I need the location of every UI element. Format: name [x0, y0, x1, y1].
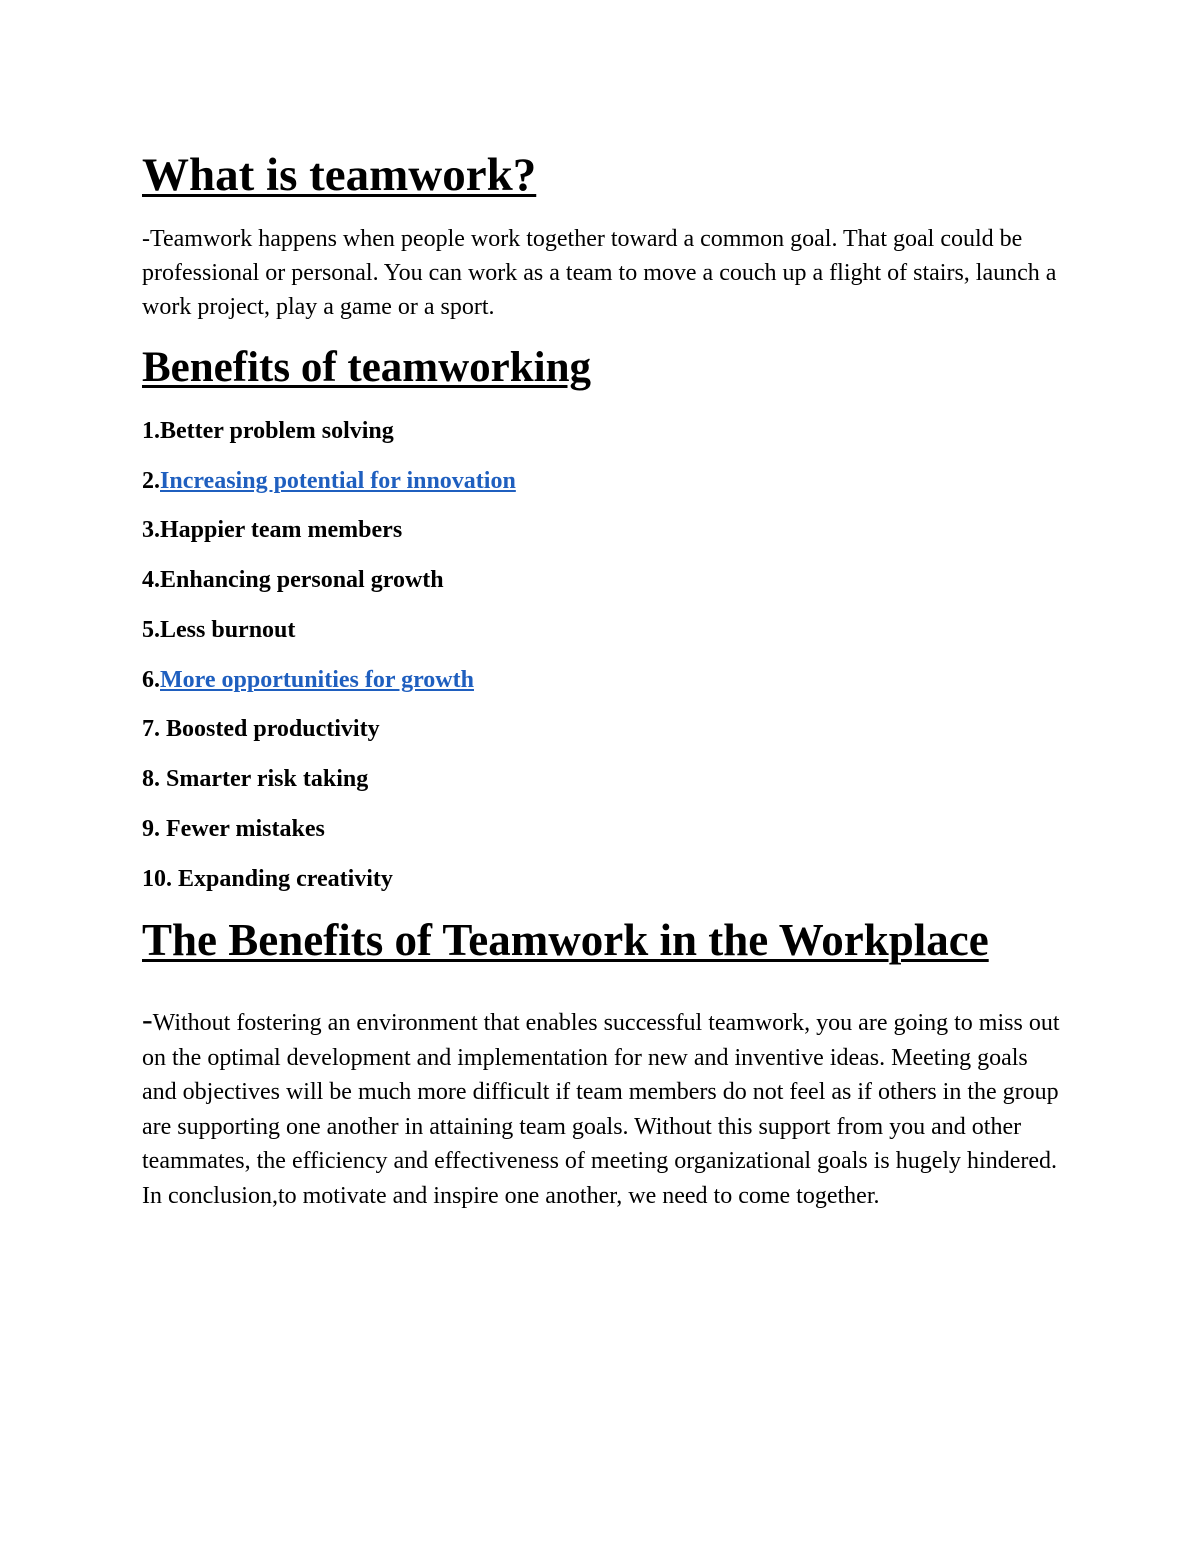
- list-item-text: Expanding creativity: [178, 866, 393, 892]
- list-item-text: Happier team members: [160, 517, 403, 543]
- paragraph-text: Without fostering an environment that enables successful teamwork, you are going to miss out on the optimal development and implementation for new and inventive ideas. Meeting goals and objectives will be much more difficult if team members do not feel as if others in the group are supporting one another in attaining team goals. Without this support from you and other teammates, the efficiency and effectiveness of meeting organizational goals is hugely hindered. In conclusion,to motivate and inspire one another, we need to come together.: [142, 1010, 1060, 1209]
- list-item-number: 6.: [142, 667, 160, 693]
- list-item: [142, 867, 393, 891]
- list-item-number: 1.: [142, 418, 160, 444]
- list-item-text: Boosted productivity: [166, 716, 380, 742]
- list-item-number: 4.: [142, 567, 160, 593]
- heading-benefits-of-teamworking: Benefits of teamworking: [142, 344, 592, 391]
- list-item-text: Fewer mistakes: [166, 816, 325, 842]
- dash: -: [142, 226, 150, 252]
- list-item: [142, 767, 368, 791]
- heading-what-is-teamwork: What is teamwork?: [142, 149, 537, 201]
- paragraph-workplace-benefits: [142, 1002, 1062, 1213]
- list-item-number: 8.: [142, 766, 166, 792]
- list-item: [142, 618, 295, 642]
- list-item-number: 5.: [142, 617, 160, 643]
- list-item: [142, 817, 325, 841]
- list-item: [142, 668, 474, 692]
- heading-benefits-in-workplace: The Benefits of Teamwork in the Workplace: [142, 915, 989, 965]
- list-item: [142, 717, 380, 741]
- list-item-number: 2.: [142, 468, 160, 494]
- link-more-opportunities-for-growth[interactable]: More opportunities for growth: [160, 667, 474, 693]
- list-item-number: 10.: [142, 866, 178, 892]
- list-item: [142, 518, 402, 542]
- list-item-text: Enhancing personal growth: [160, 567, 444, 593]
- dash: -: [142, 1001, 153, 1037]
- list-item-number: 7.: [142, 716, 166, 742]
- list-item-text: Smarter risk taking: [166, 766, 369, 792]
- link-increasing-potential-for-innovation[interactable]: Increasing potential for innovation: [160, 468, 516, 494]
- list-item-text: Less burnout: [160, 617, 296, 643]
- list-item: [142, 469, 516, 493]
- list-item: [142, 419, 394, 443]
- list-item-number: 9.: [142, 816, 166, 842]
- paragraph-text: Teamwork happens when people work together toward a common goal. That goal could be professional or personal. You can work as a team to move a couch up a flight of stairs, launch a work project, play a game or a sport.: [142, 226, 1057, 320]
- paragraph-teamwork-definition: [142, 222, 1062, 324]
- list-item-text: Better problem solving: [160, 418, 394, 444]
- list-item: [142, 568, 444, 592]
- list-item-number: 3.: [142, 517, 160, 543]
